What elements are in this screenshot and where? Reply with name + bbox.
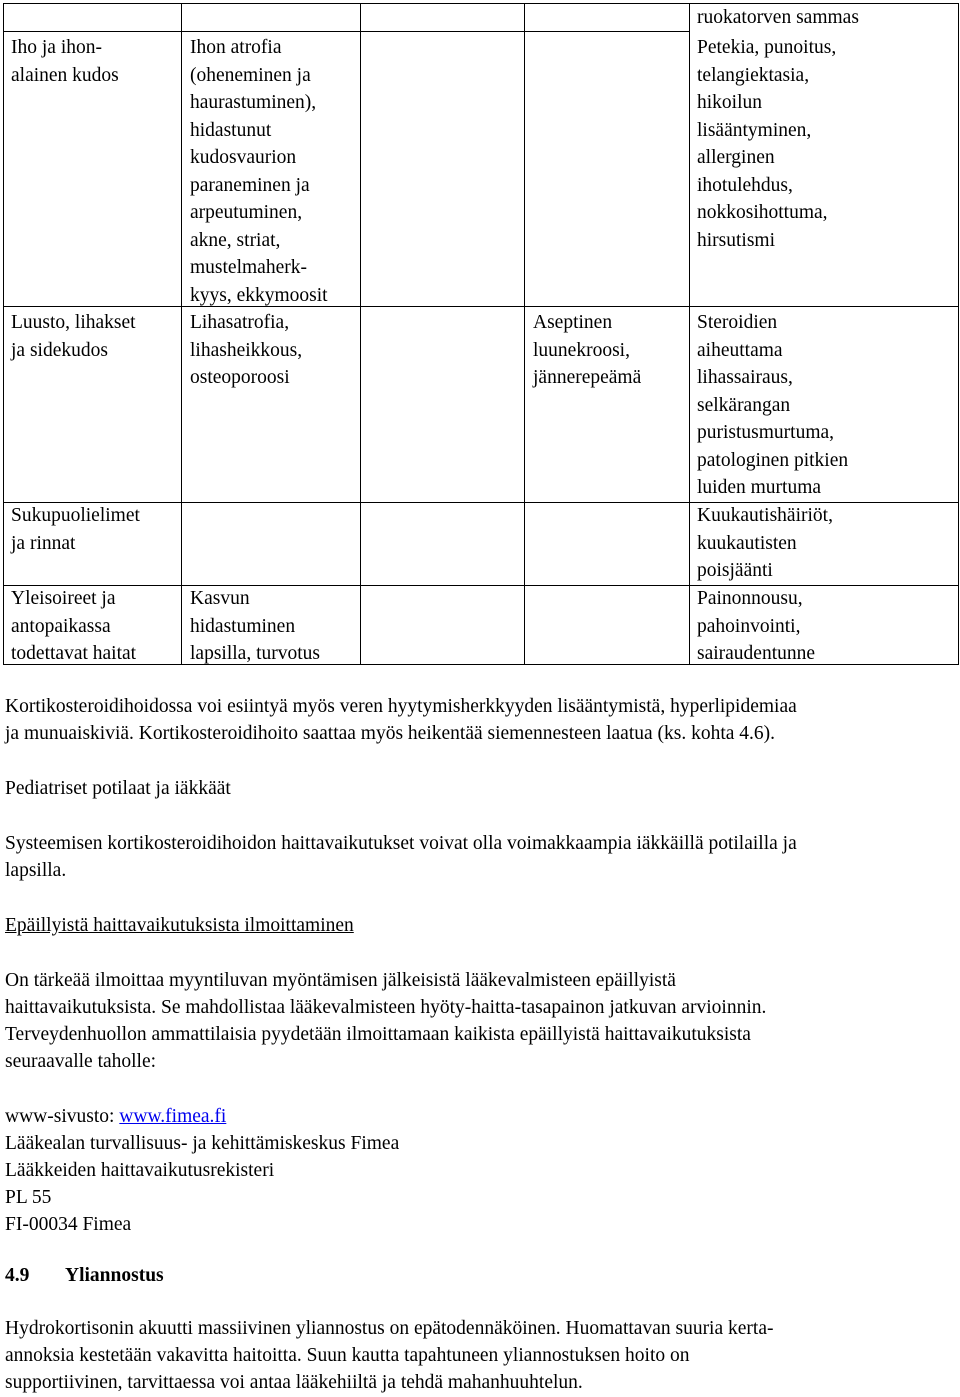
category-cell: Iho ja ihon- alainen kudos bbox=[11, 37, 119, 86]
website-line bbox=[5, 1103, 226, 1131]
table-continuation-text: ruokatorven sammas bbox=[697, 7, 859, 28]
paragraph-line: supportiivinen, tarvittaessa voi antaa lääkehiiltä ja tehdä mahanhuuhtelun. bbox=[5, 1372, 583, 1393]
frequency-cell: Kasvun hidastuminen lapsilla, turvotus bbox=[190, 588, 320, 664]
paragraph-line: Hydrokortisonin akuutti massiivinen yliannostus on epätodennäköinen. Huomattavan suuria kerta- bbox=[5, 1318, 774, 1339]
fimea-link[interactable]: www.fimea.fi bbox=[119, 1106, 227, 1127]
frequency-cell: Lihasatrofia, lihasheikkous, osteoporoosi bbox=[190, 312, 303, 388]
paragraph-line: Systeemisen kortikosteroidihoidon haittavaikutukset voivat olla voimakkaampia iäkkäillä potilailla ja bbox=[5, 833, 797, 854]
table-border bbox=[3, 664, 959, 665]
category-cell: Sukupuolielimet ja rinnat bbox=[11, 505, 140, 554]
table-divider bbox=[3, 585, 959, 586]
paragraph-line: lapsilla. bbox=[5, 860, 67, 881]
frequency-cell: Kuukautishäiriöt, kuukautisten poisjäänti bbox=[697, 505, 833, 581]
section-heading bbox=[5, 1262, 164, 1290]
paragraph-line: On tärkeää ilmoittaa myyntiluvan myöntämisen jälkeisistä lääkevalmisteen epäillyistä bbox=[5, 970, 676, 991]
table-divider bbox=[3, 306, 959, 307]
website-label: www-sivusto: bbox=[5, 1106, 120, 1127]
category-cell: Luusto, lihakset ja sidekudos bbox=[11, 312, 136, 361]
paragraph-line: haittavaikutuksista. Se mahdollistaa lääkevalmisteen hyöty-haitta-tasapainon jatkuvan arvioinnin. bbox=[5, 997, 767, 1018]
frequency-cell: Steroidien aiheuttama lihassairaus, selkärangan puristusmurtuma, patologinen pitkien luiden murtuma bbox=[697, 312, 849, 498]
section-number: 4.9 bbox=[5, 1265, 30, 1286]
paragraph-line: annoksia kestetään vakavitta haitoitta. Suun kautta tapahtuneen yliannostuksen hoito on bbox=[5, 1345, 690, 1366]
table-border bbox=[3, 3, 4, 665]
contact-line: Lääkealan turvallisuus- ja kehittämiskeskus Fimea bbox=[5, 1133, 400, 1154]
paragraph-line: Kortikosteroidihoidossa voi esiintyä myös veren hyytymisherkkyyden lisääntymistä, hyperlipidemiaa bbox=[5, 696, 797, 717]
contact-line: PL 55 bbox=[5, 1187, 52, 1208]
frequency-cell: Petekia, punoitus, telangiektasia, hikoilun lisääntyminen, allerginen ihotulehdus, nokkosihottuma, hirsutismi bbox=[697, 37, 837, 251]
contact-line: FI-00034 Fimea bbox=[5, 1214, 132, 1235]
table-divider bbox=[360, 3, 361, 665]
category-cell: Yleisoireet ja antopaikassa todettavat haitat bbox=[11, 588, 137, 664]
paragraph-line: Terveydenhuollon ammattilaisia pyydetään ilmoittamaan kaikista epäillyistä haittavaikutuksista bbox=[5, 1024, 751, 1045]
frequency-cell: Ihon atrofia (oheneminen ja haurastuminen), hidastunut kudosvaurion paraneminen ja arpeutuminen, akne, striat, mustelmaherk- kyys, ekkymoosit bbox=[190, 37, 328, 306]
table-divider bbox=[689, 3, 690, 665]
table-border bbox=[958, 3, 959, 665]
frequency-cell: Aseptinen luunekroosi, jännerepeämä bbox=[533, 312, 642, 388]
subheading-reporting: Epäillyistä haittavaikutuksista ilmoittaminen bbox=[5, 915, 354, 936]
subheading-pediatric: Pediatriset potilaat ja iäkkäät bbox=[5, 778, 231, 799]
section-title: Yliannostus bbox=[65, 1265, 164, 1286]
contact-line: Lääkkeiden haittavaikutusrekisteri bbox=[5, 1160, 275, 1181]
paragraph-line: ja munuaiskiviä. Kortikosteroidihoito saattaa myös heikentää siemennesteen laatua (ks. kohta 4.6). bbox=[5, 723, 776, 744]
table-divider bbox=[181, 3, 182, 665]
paragraph-line: seuraavalle taholle: bbox=[5, 1051, 157, 1072]
adverse-effects-table bbox=[3, 3, 959, 665]
table-divider bbox=[3, 31, 689, 32]
frequency-cell: Painonnousu, pahoinvointi, sairaudentunne bbox=[697, 588, 816, 664]
table-divider bbox=[524, 3, 525, 665]
